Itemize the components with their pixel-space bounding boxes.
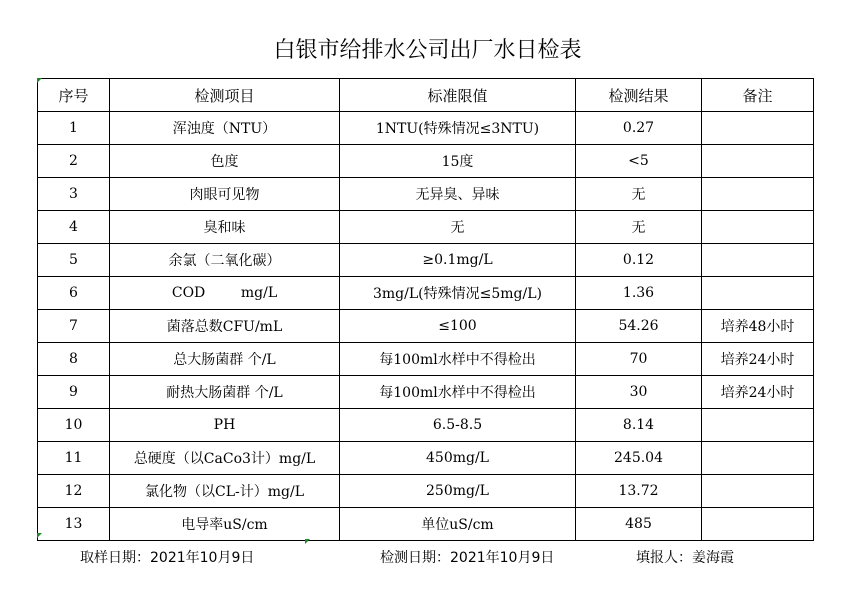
- cell-result: 1.36: [576, 277, 702, 310]
- cell-no: 1: [38, 112, 110, 145]
- cell-result: 0.27: [576, 112, 702, 145]
- water-quality-table: [37, 78, 814, 541]
- table-row: [38, 112, 814, 145]
- cell-result: 8.14: [576, 409, 702, 442]
- cell-result: 无: [576, 178, 702, 211]
- cell-standard: 每100ml水样中不得检出: [340, 343, 576, 376]
- cell-note: [702, 211, 814, 244]
- table-row: [38, 343, 814, 376]
- cell-no: 9: [38, 376, 110, 409]
- table-row: [38, 211, 814, 244]
- cell-result: <5: [576, 145, 702, 178]
- cell-item: 色度: [110, 145, 340, 178]
- cell-no: 8: [38, 343, 110, 376]
- cell-item: 耐热大肠菌群 个/L: [110, 376, 340, 409]
- cell-comment-marker: [305, 539, 310, 544]
- table-header-row: [38, 79, 814, 112]
- header-item: 检测项目: [110, 79, 340, 112]
- table-row: [38, 475, 814, 508]
- cell-note: [702, 112, 814, 145]
- cell-note: 培养48小时: [702, 310, 814, 343]
- cell-standard: 450mg/L: [340, 442, 576, 475]
- table-row: [38, 244, 814, 277]
- cell-note: [702, 244, 814, 277]
- cell-item: PH: [110, 409, 340, 442]
- table-row: [38, 310, 814, 343]
- table-row: [38, 442, 814, 475]
- cell-note: [702, 277, 814, 310]
- cell-standard: 单位uS/cm: [340, 508, 576, 541]
- cell-result: 485: [576, 508, 702, 541]
- cell-no: 5: [38, 244, 110, 277]
- cell-item: 浑浊度（NTU）: [110, 112, 340, 145]
- cell-item: 臭和味: [110, 211, 340, 244]
- cell-note: [702, 178, 814, 211]
- cell-no: 11: [38, 442, 110, 475]
- cell-note: 培养24小时: [702, 376, 814, 409]
- cell-no: 13: [38, 508, 110, 541]
- filled-by: 填报人：姜海霞: [636, 550, 734, 566]
- cell-comment-marker: [37, 533, 42, 538]
- cell-result: 13.72: [576, 475, 702, 508]
- table-row: [38, 508, 814, 541]
- cell-no: 3: [38, 178, 110, 211]
- cell-result: 30: [576, 376, 702, 409]
- table-row: [38, 277, 814, 310]
- table-row: [38, 376, 814, 409]
- cell-item: 电导率uS/cm: [110, 508, 340, 541]
- cell-standard: 无异臭、异味: [340, 178, 576, 211]
- cell-standard: ≤100: [340, 310, 576, 343]
- report-title: 白银市给排水公司出厂水日检表: [273, 38, 582, 63]
- cell-no: 6: [38, 277, 110, 310]
- cell-result: 54.26: [576, 310, 702, 343]
- cell-item: COD mg/L: [110, 277, 340, 310]
- cell-no: 2: [38, 145, 110, 178]
- cell-note: 培养24小时: [702, 343, 814, 376]
- cell-no: 4: [38, 211, 110, 244]
- cell-note: [702, 442, 814, 475]
- cell-item: 总大肠菌群 个/L: [110, 343, 340, 376]
- cell-no: 12: [38, 475, 110, 508]
- cell-note: [702, 475, 814, 508]
- cell-note: [702, 508, 814, 541]
- table-row: [38, 409, 814, 442]
- table-row: [38, 178, 814, 211]
- cell-standard: 无: [340, 211, 576, 244]
- header-result: 检测结果: [576, 79, 702, 112]
- cell-note: [702, 409, 814, 442]
- cell-result: 70: [576, 343, 702, 376]
- cell-result: 0.12: [576, 244, 702, 277]
- cell-result: 245.04: [576, 442, 702, 475]
- cell-item: 余氯（二氧化碳）: [110, 244, 340, 277]
- cell-item: 总硬度（以CaCo3计）mg/L: [110, 442, 340, 475]
- header-no: 序号: [38, 79, 110, 112]
- cell-no: 7: [38, 310, 110, 343]
- testing-date: 检测日期：2021年10月9日: [380, 550, 555, 566]
- cell-item: 氯化物（以CL-计）mg/L: [110, 475, 340, 508]
- cell-standard: 250mg/L: [340, 475, 576, 508]
- cell-standard: 6.5-8.5: [340, 409, 576, 442]
- cell-standard: 15度: [340, 145, 576, 178]
- cell-note: [702, 145, 814, 178]
- cell-standard: 3mg/L(特殊情况≤5mg/L): [340, 277, 576, 310]
- cell-no: 10: [38, 409, 110, 442]
- cell-standard: 1NTU(特殊情况≤3NTU): [340, 112, 576, 145]
- header-note: 备注: [702, 79, 814, 112]
- cell-comment-marker: [37, 78, 42, 83]
- cell-item: 菌落总数CFU/mL: [110, 310, 340, 343]
- header-standard: 标准限值: [340, 79, 576, 112]
- table-row: [38, 145, 814, 178]
- cell-result: 无: [576, 211, 702, 244]
- sampling-date: 取样日期：2021年10月9日: [80, 550, 255, 566]
- cell-item: 肉眼可见物: [110, 178, 340, 211]
- cell-standard: ≥0.1mg/L: [340, 244, 576, 277]
- cell-standard: 每100ml水样中不得检出: [340, 376, 576, 409]
